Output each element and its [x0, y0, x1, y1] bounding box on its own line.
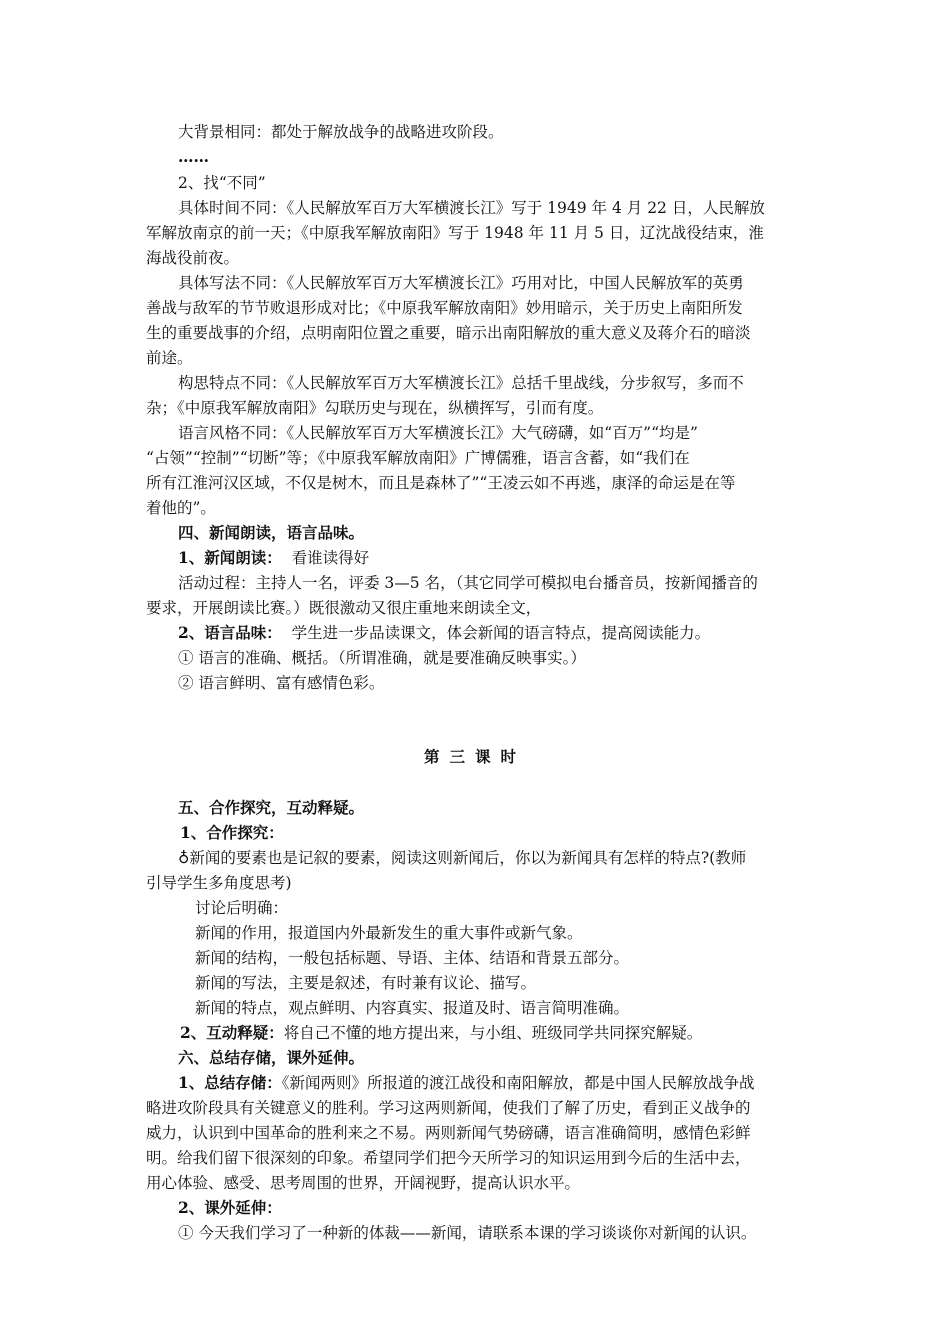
list-item: ① 今天我们学习了一种新的体裁——新闻，请联系本课的学习谈谈你对新闻的认识。 [178, 1224, 757, 1242]
paragraph-line: 讨论后明确： [195, 899, 289, 917]
paragraph-line: 新闻的结构，一般包括标题、导语、主体、结语和背景五部分。 [195, 949, 630, 967]
paragraph-line [178, 623, 710, 643]
label: 1、新闻朗读： [178, 548, 282, 567]
text: 学生进一步品读课文，体会新闻的语言特点，提高阅读能力。 [291, 624, 711, 642]
paragraph-line: 明。给我们留下很深刻的印象。希望同学们把今天所学习的知识运用到今后的生活中去， [146, 1149, 751, 1167]
paragraph-line: 新闻的作用，报道国内外最新发生的重大事件或新气象。 [195, 924, 583, 942]
text: 将自己不懂的地方提出来，与小组、班级同学共同探究解疑。 [283, 1024, 703, 1042]
paragraph-line: 威力，认识到中国革命的胜利来之不易。两则新闻气势磅礴，语言准确简明，感情色彩鲜 [146, 1124, 751, 1142]
paragraph-line: 善战与敌军的节节败退形成对比；《中原我军解放南阳》妙用暗示，关于历史上南阳所发 [146, 299, 743, 317]
paragraph-line [178, 848, 746, 868]
label: 2、互动释疑： [180, 1023, 284, 1042]
text: 看谁读得好 [291, 549, 370, 567]
paragraph-line: 构思特点不同：《人民解放军百万大军横渡长江》总括千里战线，分步叙写，多而不 [178, 374, 744, 392]
paragraph-line: 新闻的特点，观点鲜明、内容真实、报道及时、语言简明准确。 [195, 999, 630, 1017]
paragraph-line: “占领”“控制”“切断”等；《中原我军解放南阳》广博儒雅，语言含蓄，如“我们在 [146, 449, 690, 467]
label: 1、总结存储： [178, 1073, 282, 1092]
paragraph-line: 用心体验、感受、思考周围的世界，开阔视野，提高认识水平。 [146, 1174, 581, 1192]
paragraph-line [180, 1023, 702, 1043]
paragraph-line [178, 1073, 755, 1093]
bullet-icon: ♁ [178, 849, 190, 867]
paragraph-line: 具体写法不同：《人民解放军百万大军横渡长江》巧用对比，中国人民解放军的英勇 [178, 274, 744, 292]
subheading-find-difference: 2、找“不同” [178, 174, 266, 192]
paragraph-line: 前途。 [146, 349, 193, 367]
paragraph-line: 略进攻阶段具有关键意义的胜利。学习这两则新闻，使我们了解了历史，看到正义战争的 [146, 1099, 751, 1117]
subheading: 1、合作探究： [180, 823, 284, 842]
paragraph-line: 所有江淮河汉区域，不仅是树木，而且是森林了”“王凌云如不再逃，康泽的命运是在等 [146, 474, 736, 492]
text: 《新闻两则》所报道的渡江战役和南阳解放，都是中国人民解放战争战 [281, 1074, 755, 1092]
text: 新闻的要素也是记叙的要素，阅读这则新闻后，你以为新闻具有怎样的特点?(教师 [189, 849, 747, 867]
lesson-title: 第三课时 [423, 747, 526, 766]
label: 2、语言品味： [178, 623, 282, 642]
list-item: ② 语言鲜明、富有感情色彩。 [178, 674, 385, 692]
paragraph-line: 具体时间不同：《人民解放军百万大军横渡长江》写于 1949 年 4 月 22 日，人民解放 [178, 199, 765, 217]
paragraph-line: 要求，开展朗读比赛。）既很激动又很庄重地来朗读全文， [146, 599, 542, 617]
paragraph-line: 活动过程：主持人一名，评委 3—5 名，（其它同学可模拟电台播音员，按新闻播音的 [178, 574, 758, 592]
paragraph-line: 海战役前夜。 [146, 249, 240, 267]
subheading: 2、课外延伸： [178, 1198, 282, 1217]
section-heading: 六、总结存储，课外延伸。 [178, 1048, 365, 1067]
paragraph-line: 杂；《中原我军解放南阳》勾联历史与现在，纵横挥写，引而有度。 [146, 399, 604, 417]
section-heading: 五、合作探究，互动释疑。 [178, 798, 365, 817]
paragraph-line: 大背景相同：都处于解放战争的战略进攻阶段。 [178, 123, 504, 141]
ellipsis: …… [178, 147, 209, 166]
paragraph-line [178, 548, 369, 568]
list-item: ① 语言的准确、概括。（所谓准确，就是要准确反映事实。） [178, 649, 586, 667]
paragraph-line: 新闻的写法，主要是叙述，有时兼有议论、描写。 [195, 974, 537, 992]
paragraph-line: 语言风格不同：《人民解放军百万大军横渡长江》大气磅礴，如“百万”“均是” [178, 424, 698, 442]
paragraph-line: 军解放南京的前一天；《中原我军解放南阳》写于 1948 年 11 月 5 日，辽沈战役结束，淮 [146, 224, 764, 242]
paragraph-line: 着他的”。 [146, 499, 216, 517]
paragraph-line: 引导学生多角度思考) [146, 874, 292, 892]
paragraph-line: 生的重要战事的介绍，点明南阳位置之重要，暗示出南阳解放的重大意义及蒋介石的暗淡 [146, 324, 751, 342]
section-heading: 四、新闻朗读，语言品味。 [178, 523, 365, 542]
